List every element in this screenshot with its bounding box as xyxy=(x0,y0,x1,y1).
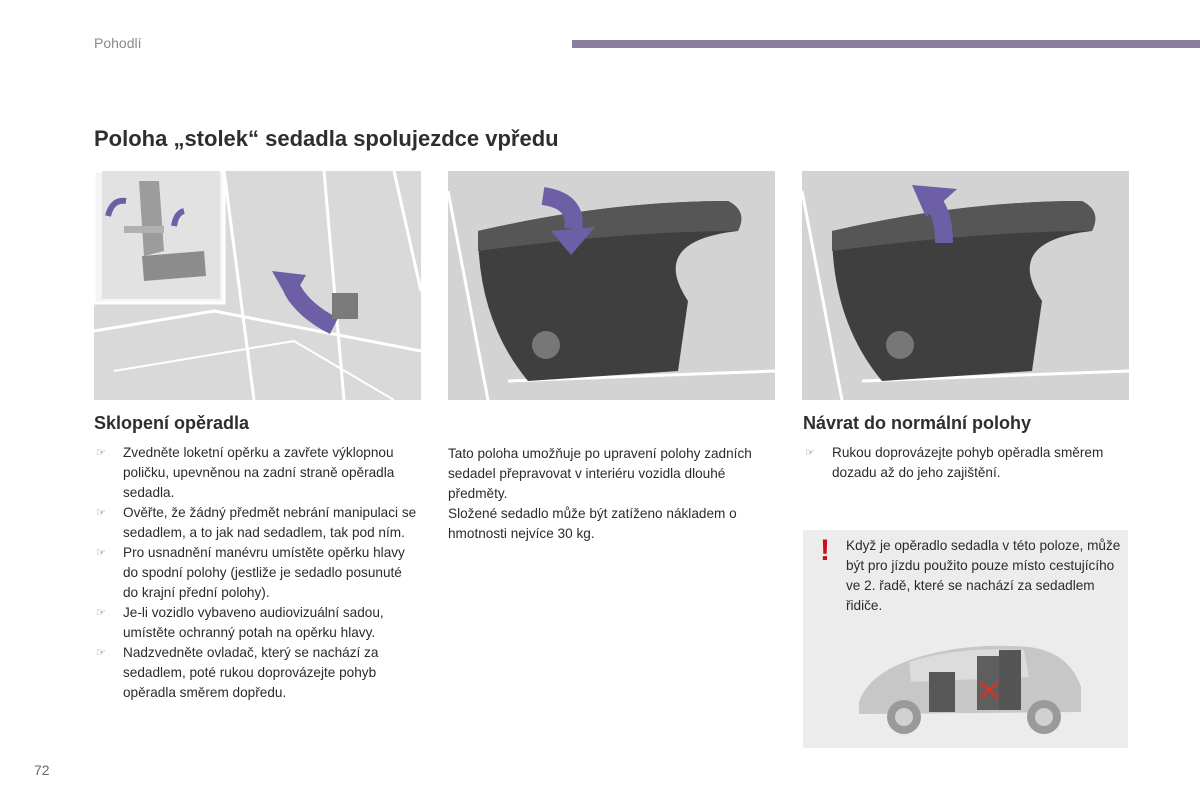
pointing-hand-icon: ☞ xyxy=(805,447,815,459)
list-item: ☞ Pro usnadnění manévru umístěte opěrku hlavy do spodní polohy (jestliže je sedadlo posunuté do krajní přední polohy). xyxy=(96,545,405,600)
photo-lever-release xyxy=(94,171,421,400)
photo-seat-return xyxy=(802,171,1129,400)
section-title-return: Návrat do normální polohy xyxy=(803,413,1032,433)
pointing-hand-icon: ☞ xyxy=(96,507,106,519)
list-item: ☞ Ověřte, že žádný předmět nebrání manipulaci se sedadlem, a to jak nad sedadlem, tak pod ním. xyxy=(96,505,417,540)
list-item: ☞ Nadzvedněte ovladač, který se nachází za sedadlem, poté rukou doprovázejte pohyb opěradla směrem dopředu. xyxy=(96,645,379,700)
middle-paragraph-2: Složené sedadlo může být zatíženo nákladem o hmotnosti nejvíce 30 kg. xyxy=(448,506,737,541)
pointing-hand-icon: ☞ xyxy=(96,647,106,659)
return-steps-list xyxy=(803,443,1128,483)
header-label: Pohodlí xyxy=(94,35,142,51)
warning-box xyxy=(803,530,1128,748)
pointing-hand-icon: ☞ xyxy=(96,607,106,619)
list-item: ☞ Rukou doprovázejte pohyb opěradla směrem dozadu až do jeho zajištění. xyxy=(805,445,1104,480)
seat-diagram-icon xyxy=(102,171,220,299)
fold-steps-list xyxy=(94,443,419,703)
list-item: ☞ Je-li vozidlo vybaveno audiovizuální sadou, umístěte ochranný potah na opěrku hlavy. xyxy=(96,605,384,640)
photo-seat-folded-down xyxy=(448,171,775,400)
warning-text: Když je opěradlo sedadla v této poloze, může být pro jízdu použito pouze místo cestujícího ve 2. řadě, které se nachází za sedadlem řidiče. xyxy=(846,538,1121,613)
pointing-hand-icon: ☞ xyxy=(96,547,106,559)
header-bar xyxy=(572,40,1200,48)
car-seats-icon xyxy=(849,632,1089,742)
pointing-hand-icon: ☞ xyxy=(96,447,106,459)
middle-paragraph-1: Tato poloha umožňuje po upravení polohy zadních sedadel přepravovat v interiéru vozidla dlouhé předměty. xyxy=(448,446,752,501)
list-item: ☞ Zvedněte loketní opěrku a zavřete výklopnou poličku, upevněnou na zadní straně opěradla sedadla. xyxy=(96,445,395,500)
page-number: 72 xyxy=(34,762,50,778)
page-title: Poloha „stolek“ sedadla spolujezdce vpředu xyxy=(94,126,559,151)
warning-icon: ! xyxy=(820,534,830,567)
section-title-fold: Sklopení opěradla xyxy=(94,413,250,433)
